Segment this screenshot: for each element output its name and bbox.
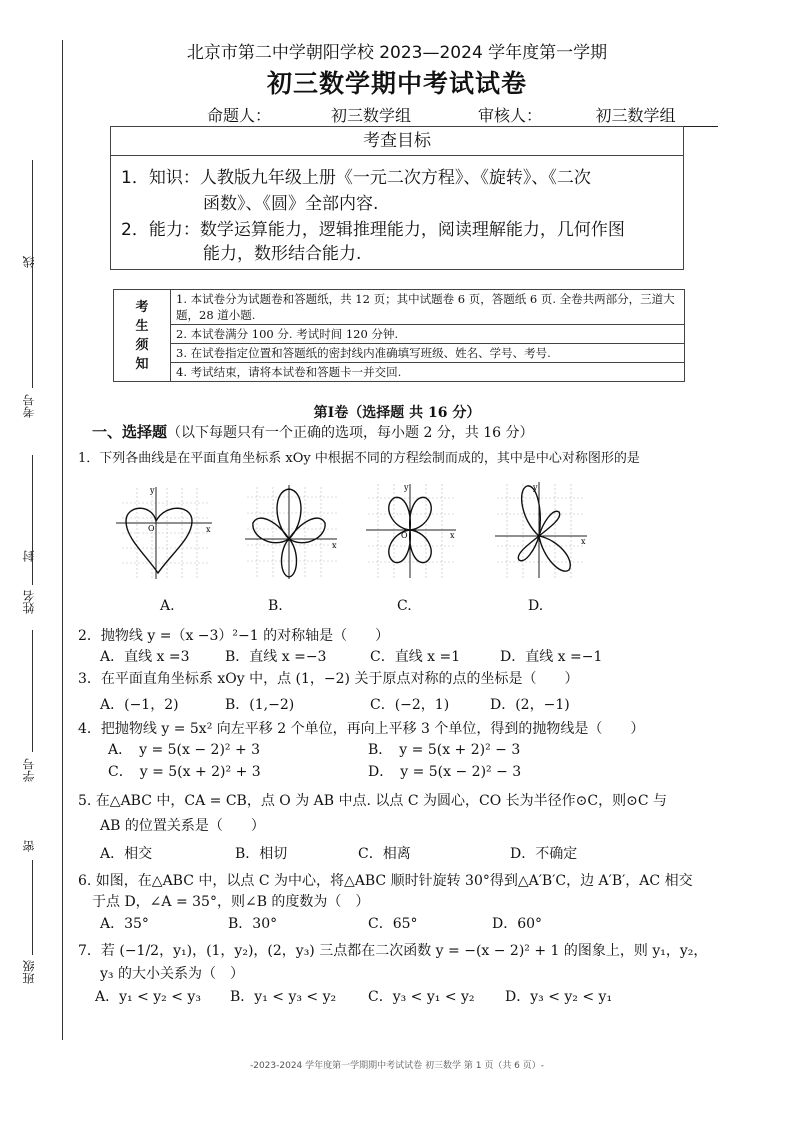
q6-stem-line-1: 6. 如图，在△ABC 中，以点 C 为中心，将△ABC 顺时针旋转 30°得到△A′B′C，边 A′B′，AC 相交 <box>78 873 693 889</box>
author-label: 命题人： <box>207 106 272 125</box>
author-value: 初三数学组 <box>282 103 460 127</box>
q2-option-a[interactable]: A．直线 x =3 <box>100 649 190 665</box>
q3-option-b[interactable]: B．(1,−2) <box>225 697 295 713</box>
goal-1-line-2: 函数》、《圆》全部内容. <box>203 194 379 214</box>
reviewer-label: 审核人： <box>478 106 543 125</box>
q1-figure-b <box>243 483 339 583</box>
student-no-blank[interactable] <box>32 630 33 752</box>
q7-stem-line-1: 7．若 (−1/2，y₁)，(1，y₂)，(2，y₃) 三点都在二次函数 y = −(x − 2)² + 1 的图象上，则 y₁，y₂， <box>78 943 708 959</box>
q6-option-d[interactable]: D．60° <box>492 916 543 932</box>
margin-line-char: 线 <box>22 256 36 268</box>
exam-no-blank[interactable] <box>32 160 33 388</box>
volume-title: 第Ⅰ卷（选择题 共 16 分） <box>313 405 481 421</box>
q7-stem-line-2: y₃ 的大小关系为（ ） <box>100 966 244 982</box>
q1-figure-c <box>364 480 458 582</box>
q5-option-a[interactable]: A．相交 <box>100 846 153 862</box>
q4-option-c[interactable]: C． y = 5(x + 2)² + 3 <box>108 764 261 780</box>
school-line: 北京市第二中学朝阳学校 2023—2024 学年度第一学期 <box>186 43 608 63</box>
page-footer: -2023-2024 学年度第一学期期中考试试卷 初三数学 第 1 页（共 6 页）- <box>249 1061 545 1071</box>
goal-1-line-1: 1．知识：人教版九年级上册《一元二次方程》、《旋转》、《二次 <box>121 168 591 188</box>
section-1-title: 一、选择题 <box>92 423 168 441</box>
q1-figure-a <box>112 483 216 583</box>
q6-option-a[interactable]: A．35° <box>100 916 149 932</box>
notice-label: 考 生 须 知 <box>114 290 171 382</box>
q2-option-d[interactable]: D．直线 x =−1 <box>500 649 603 665</box>
q2-stem: 2．抛物线 y =（x −3）²−1 的对称轴是（ ） <box>78 628 390 644</box>
q7-option-b[interactable]: B．y₁ < y₃ < y₂ <box>230 989 337 1005</box>
q5-stem-line-1: 5. 在△ABC 中，CA = CB，点 O 为 AB 中点. 以点 C 为圆心，CO 长为半径作⊙C，则⊙C 与 <box>78 793 668 809</box>
q1-label-c: C. <box>397 598 412 614</box>
q4-option-d[interactable]: D． y = 5(x − 2)² − 3 <box>368 764 522 780</box>
margin-class-label: 班级 <box>22 960 36 984</box>
q5-option-b[interactable]: B．相切 <box>235 846 288 862</box>
q1-figure-d <box>493 480 589 582</box>
q5-stem-line-2: AB 的位置关系是（ ） <box>100 818 265 834</box>
q6-option-c[interactable]: C．65° <box>368 916 418 932</box>
notice-item: 4. 考试结束，请将本试卷和答题卡一并交回. <box>171 363 685 382</box>
q4-option-a[interactable]: A． y = 5(x − 2)² + 3 <box>108 742 261 758</box>
svg-text:x: x <box>332 541 337 550</box>
q3-stem: 3．在平面直角坐标系 xOy 中，点 (1，−2) 关于原点对称的点的坐标是（ ） <box>78 671 579 687</box>
svg-text:O: O <box>148 524 155 533</box>
svg-text:O: O <box>401 531 408 540</box>
q3-option-d[interactable]: D．(2，−1) <box>490 697 570 713</box>
goal-2-line-2: 能力，数形结合能力. <box>203 244 362 264</box>
q1-stem: 1．下列各曲线是在平面直角坐标系 xOy 中根据不同的方程绘制而成的，其中是中心对称图形的是 <box>78 451 640 466</box>
q7-option-a[interactable]: A．y₁ < y₂ < y₃ <box>95 989 201 1005</box>
q6-option-b[interactable]: B．30° <box>228 916 278 932</box>
goals-heading: 考查目标 <box>111 127 683 156</box>
class-blank[interactable] <box>32 860 33 955</box>
q5-option-d[interactable]: D．不确定 <box>510 846 578 862</box>
q1-label-a: A. <box>160 598 175 614</box>
svg-text:y: y <box>150 486 155 495</box>
margin-seal-char: 封 <box>22 550 36 562</box>
margin-exam-no-label: 考号 <box>22 394 36 418</box>
margin-student-no-label: 学号 <box>22 758 36 782</box>
margin-secret-char: 密 <box>22 840 36 852</box>
q3-option-c[interactable]: C．(−2，1) <box>370 697 450 713</box>
q7-option-d[interactable]: D．y₃ < y₂ < y₁ <box>505 989 613 1005</box>
margin-name-label: 姓名 <box>22 590 36 614</box>
goal-2-line-1: 2．能力：数学运算能力，逻辑推理能力，阅读理解能力，几何作图 <box>121 220 625 240</box>
exam-title: 初三数学期中考试试卷 <box>266 69 527 98</box>
svg-text:x: x <box>450 531 455 540</box>
notice-item: 3. 在试卷指定位置和答题纸的密封线内准确填写班级、姓名、学号、考号. <box>171 344 685 363</box>
q4-option-b[interactable]: B． y = 5(x + 2)² − 3 <box>368 742 521 758</box>
name-blank[interactable] <box>32 455 33 585</box>
svg-text:y: y <box>533 483 538 492</box>
svg-text:x: x <box>206 525 211 534</box>
notice-item: 1. 本试卷分为试题卷和答题纸，共 12 页；其中试题卷 6 页，答题纸 6 页. 全卷共两部分，三道大题，28 道小题. <box>171 290 685 325</box>
q2-option-c[interactable]: C．直线 x =1 <box>370 649 461 665</box>
reviewer-value: 初三数学组 <box>553 103 718 127</box>
q1-label-b: B. <box>268 598 283 614</box>
notice-item: 2. 本试卷满分 100 分. 考试时间 120 分钟. <box>171 325 685 344</box>
q4-stem: 4．把抛物线 y = 5x² 向左平移 2 个单位，再向上平移 3 个单位，得到的抛物线是（ ） <box>78 721 645 737</box>
svg-text:x: x <box>581 537 586 546</box>
svg-text:y: y <box>404 483 409 492</box>
q5-option-c[interactable]: C．相离 <box>358 846 411 862</box>
binding-line <box>62 40 63 1040</box>
notice-table <box>113 289 685 382</box>
q6-stem-line-2: 于点 D，∠A = 35°，则∠B 的度数为（ ） <box>92 894 370 910</box>
goals-box <box>110 126 684 270</box>
q1-label-d: D. <box>528 598 544 614</box>
section-1-heading <box>92 421 534 442</box>
section-1-desc: （以下每题只有一个正确的选项，每小题 2 分，共 16 分） <box>167 425 534 441</box>
q2-option-b[interactable]: B．直线 x =−3 <box>225 649 327 665</box>
q7-option-c[interactable]: C．y₃ < y₁ < y₂ <box>368 989 475 1005</box>
q3-option-a[interactable]: A．(−1，2) <box>100 697 179 713</box>
